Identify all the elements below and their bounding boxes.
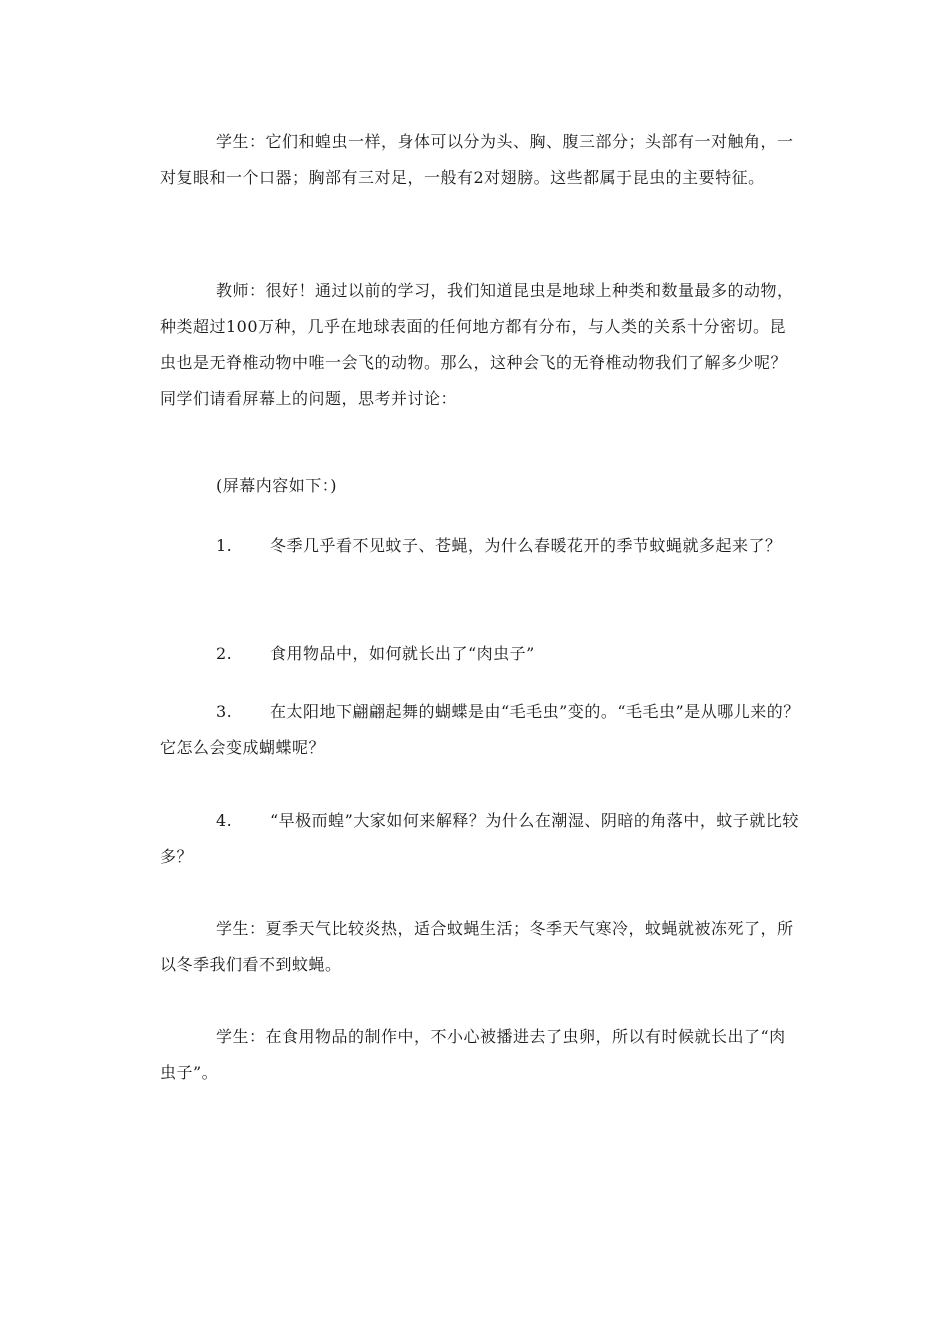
question-number: 3. bbox=[216, 702, 233, 721]
paragraph-student-answer-3: 学生：在食用物品的制作中，不小心被播进去了虫卵，所以有时候就长出了“肉虫子”。 bbox=[160, 1027, 786, 1082]
question-number: 1. bbox=[216, 536, 233, 555]
question-3 bbox=[160, 694, 800, 766]
question-number: 2. bbox=[216, 644, 233, 663]
question-2 bbox=[160, 636, 800, 672]
question-4 bbox=[160, 803, 800, 875]
question-text: “早极而蝗”大家如何来解释？为什么在潮湿、阴暗的角落中，蚊子就比较多？ bbox=[160, 811, 799, 866]
paragraph-student-answer-2: 学生：夏季天气比较炎热，适合蚊蝇生活；冬季天气寒冷，蚊蝇就被冻死了，所以冬季我们看不到蚊蝇。 bbox=[160, 919, 794, 974]
question-text: 在太阳地下翩翩起舞的蝴蝶是由“毛毛虫”变的。“毛毛虫”是从哪儿来的？它怎么会变成蝴蝶呢？ bbox=[160, 702, 800, 757]
question-number: 4. bbox=[216, 811, 233, 830]
question-text: 冬季几乎看不见蚊子、苍蝇，为什么春暖花开的季节蚊蝇就多起来了？ bbox=[270, 536, 782, 555]
paragraph-teacher: 教师：很好！通过以前的学习，我们知道昆虫是地球上种类和数量最多的动物，种类超过100万种，几乎在地球表面的任何地方都有分布，与人类的关系十分密切。昆虫也是无脊椎动物中唯一会飞的动物。那么，这种会飞的无脊椎动物我们了解多少呢？同学们请看屏幕上的问题，思考并讨论： bbox=[160, 281, 794, 408]
paragraph-screen-note: (屏幕内容如下：) bbox=[216, 476, 337, 495]
paragraph-student-answer-1: 学生：它们和蝗虫一样，身体可以分为头、胸、腹三部分；头部有一对触角，一对复眼和一个口器；胸部有三对足，一般有2对翅膀。这些都属于昆虫的主要特征。 bbox=[160, 132, 794, 187]
question-1 bbox=[160, 528, 800, 564]
question-text: 食用物品中，如何就长出了“肉虫子” bbox=[270, 644, 535, 663]
